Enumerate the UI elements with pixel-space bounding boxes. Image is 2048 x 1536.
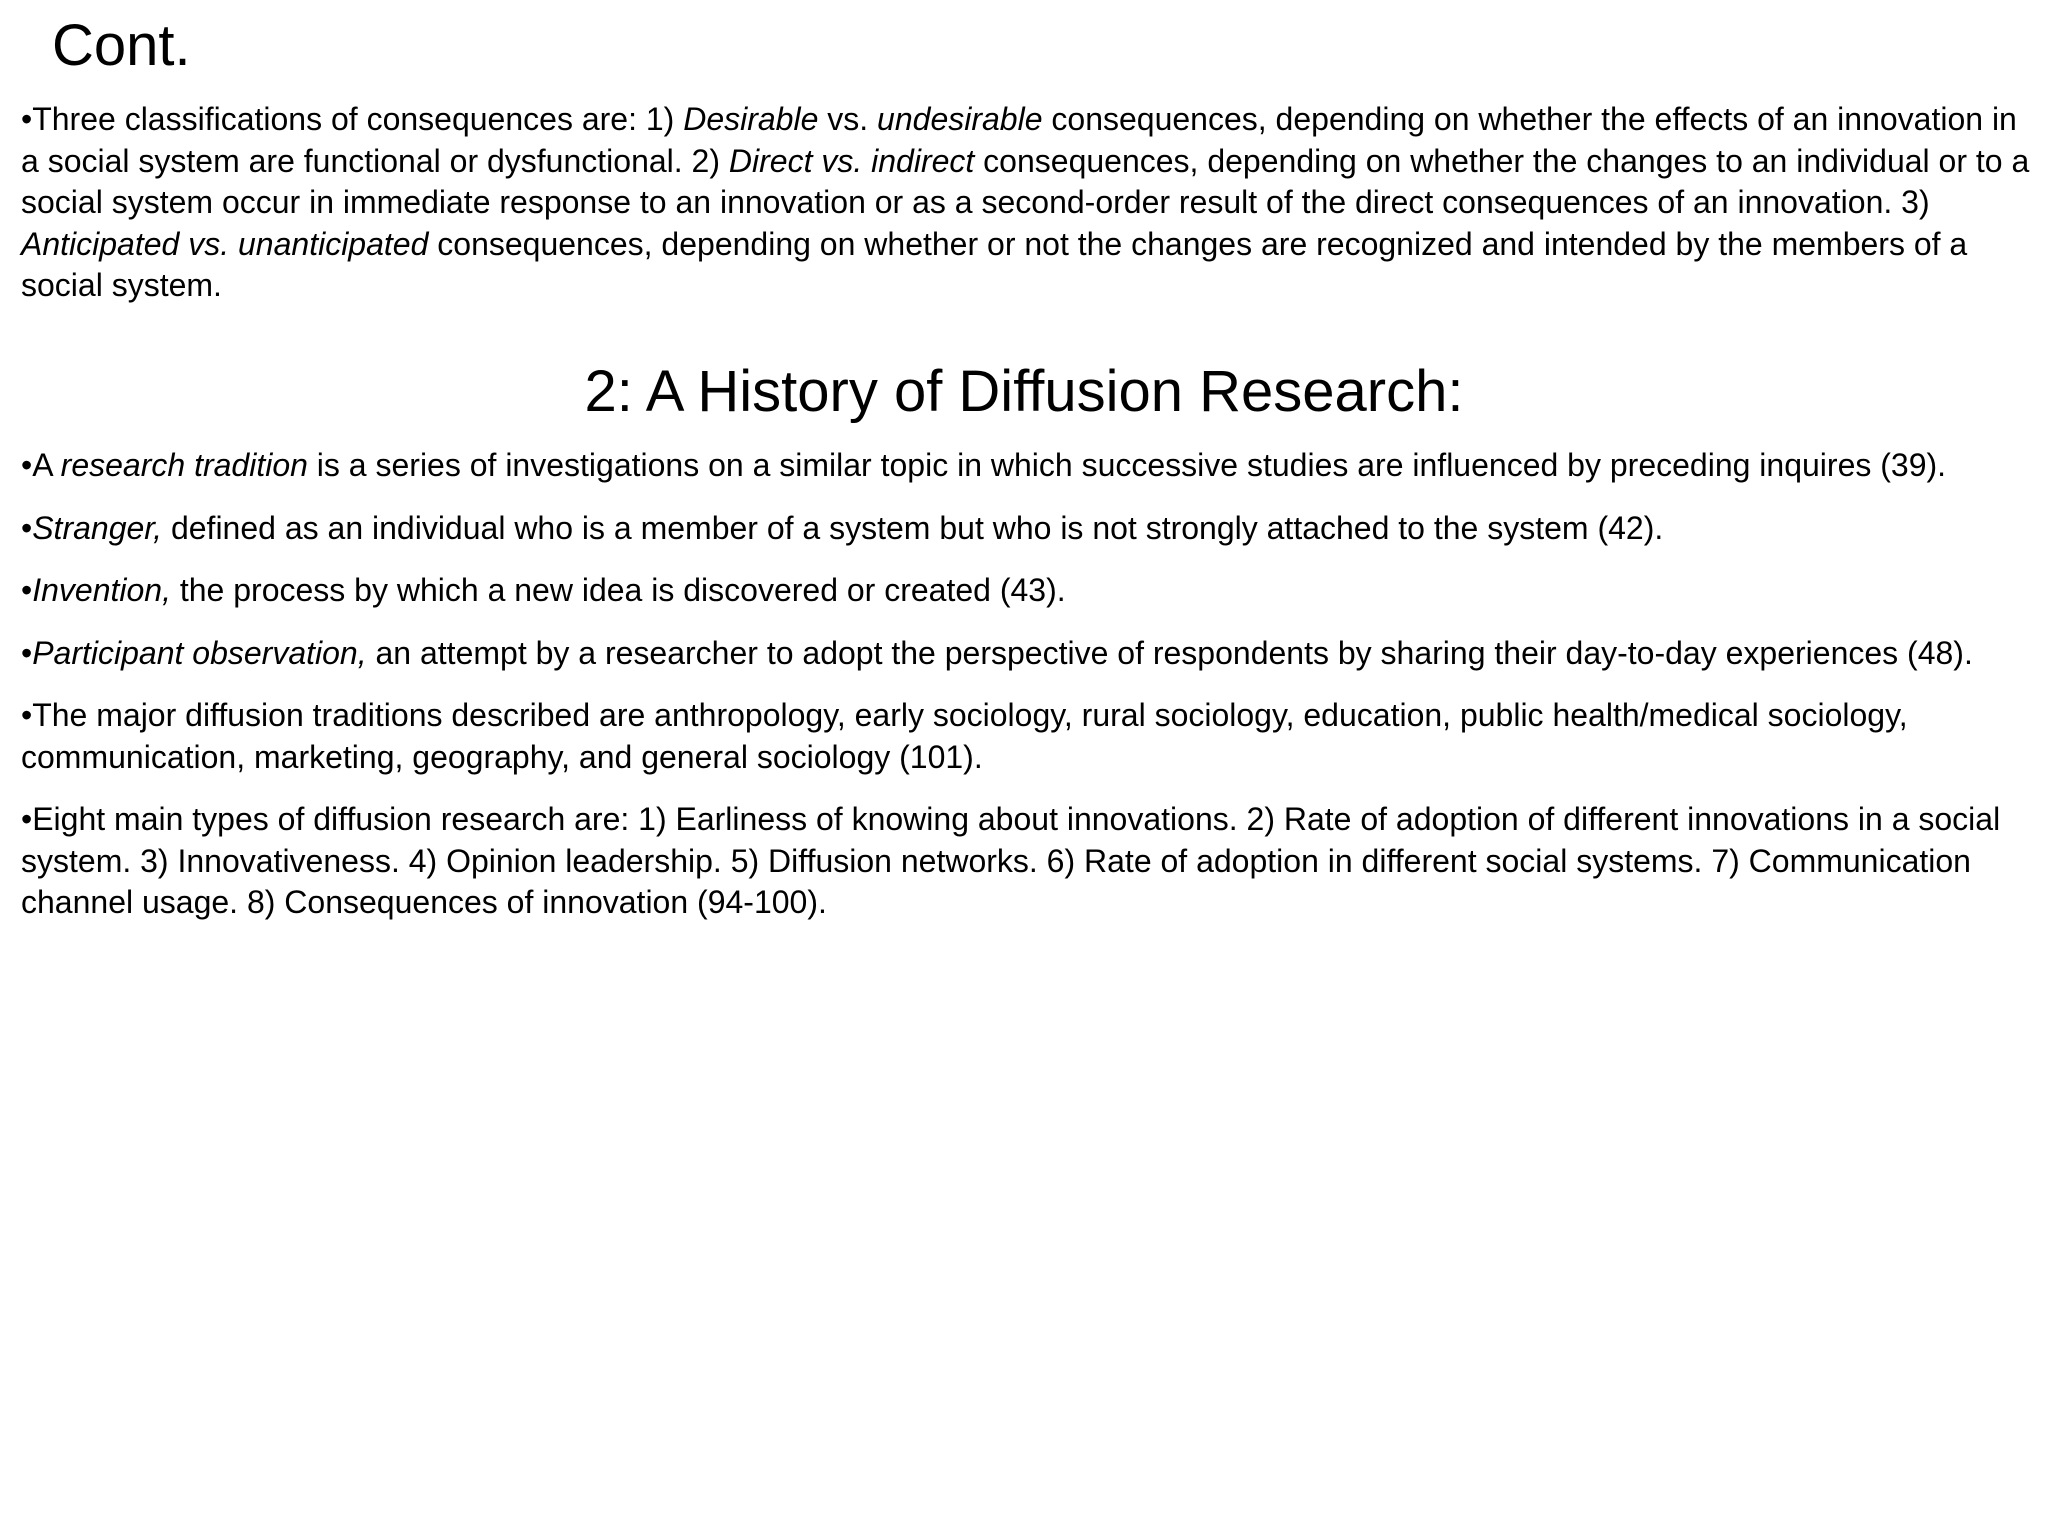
item-text: Eight main types of diffusion research are: 1) Earliness of knowing about innovations. 2) Rate of adoption of different innovations in a social system. 3) Innovativeness. 4) Opinion leadership. 5) Diffusion networks. 6) Rate of adoption in different social systems. 7) Communication channel usage. 8) Consequences of innovation (94-100). bbox=[21, 801, 2001, 920]
term-desirable: Desirable bbox=[683, 101, 819, 137]
item-text: is a series of investigations on a similar topic in which successive studies are influenced by preceding inquires (39). bbox=[307, 447, 1947, 483]
bullet: • bbox=[21, 572, 33, 608]
list-item bbox=[21, 445, 2031, 487]
bullet-list bbox=[21, 445, 2031, 924]
bullet: • bbox=[21, 801, 33, 837]
bullet: • bbox=[21, 509, 33, 546]
consequences-paragraph bbox=[21, 99, 2031, 307]
slide-title: Cont. bbox=[52, 13, 191, 78]
bullet: • bbox=[21, 697, 33, 733]
section-heading: 2: A History of Diffusion Research: bbox=[584, 359, 1464, 424]
item-prefix: A bbox=[32, 447, 61, 483]
text-run: consequences, depending on whether the effects of an innovation in a social system are functional or dysfunctional. 2) bbox=[21, 101, 2017, 179]
term-anticipated-unanticipated: Anticipated vs. unanticipated bbox=[21, 225, 429, 262]
text-run: consequences, depending on whether the changes to an individual or to a social system occur in immediate response to an innovation or as a second-order result of the direct consequences of an innovation. 3) bbox=[21, 142, 2030, 220]
item-text: The major diffusion traditions described are anthropology, early sociology, rural sociology, education, public health/medical sociology, communication, marketing, geography, and general sociology (101). bbox=[21, 697, 1908, 775]
list-item bbox=[21, 508, 2031, 550]
list-item bbox=[21, 570, 2031, 612]
bullet: • bbox=[21, 447, 33, 483]
list-item bbox=[21, 799, 2031, 924]
item-term: Invention, bbox=[32, 572, 171, 608]
term-undesirable: undesirable bbox=[877, 101, 1043, 137]
text-run: Three classifications of consequences are: 1) bbox=[32, 101, 684, 137]
bullet: • bbox=[21, 634, 33, 671]
list-item bbox=[21, 633, 2031, 675]
text-run: vs. bbox=[818, 101, 878, 137]
item-text: the process by which a new idea is discovered or created (43). bbox=[170, 572, 1066, 608]
item-text: an attempt by a researcher to adopt the perspective of respondents by sharing their day-to-day experiences (48). bbox=[366, 634, 1973, 671]
text-run: consequences, depending on whether or not the changes are recognized and intended by the members of a social system. bbox=[21, 225, 1968, 303]
consequences-block bbox=[21, 99, 2031, 307]
item-term: Stranger, bbox=[32, 509, 163, 546]
bullet: • bbox=[21, 101, 33, 137]
item-term: Participant observation, bbox=[32, 634, 367, 671]
item-term: research tradition bbox=[60, 447, 308, 483]
list-item bbox=[21, 695, 2031, 778]
term-direct-indirect: Direct vs. indirect bbox=[728, 142, 975, 179]
item-text: defined as an individual who is a member of a system but who is not strongly attached to the system (42). bbox=[162, 509, 1664, 546]
